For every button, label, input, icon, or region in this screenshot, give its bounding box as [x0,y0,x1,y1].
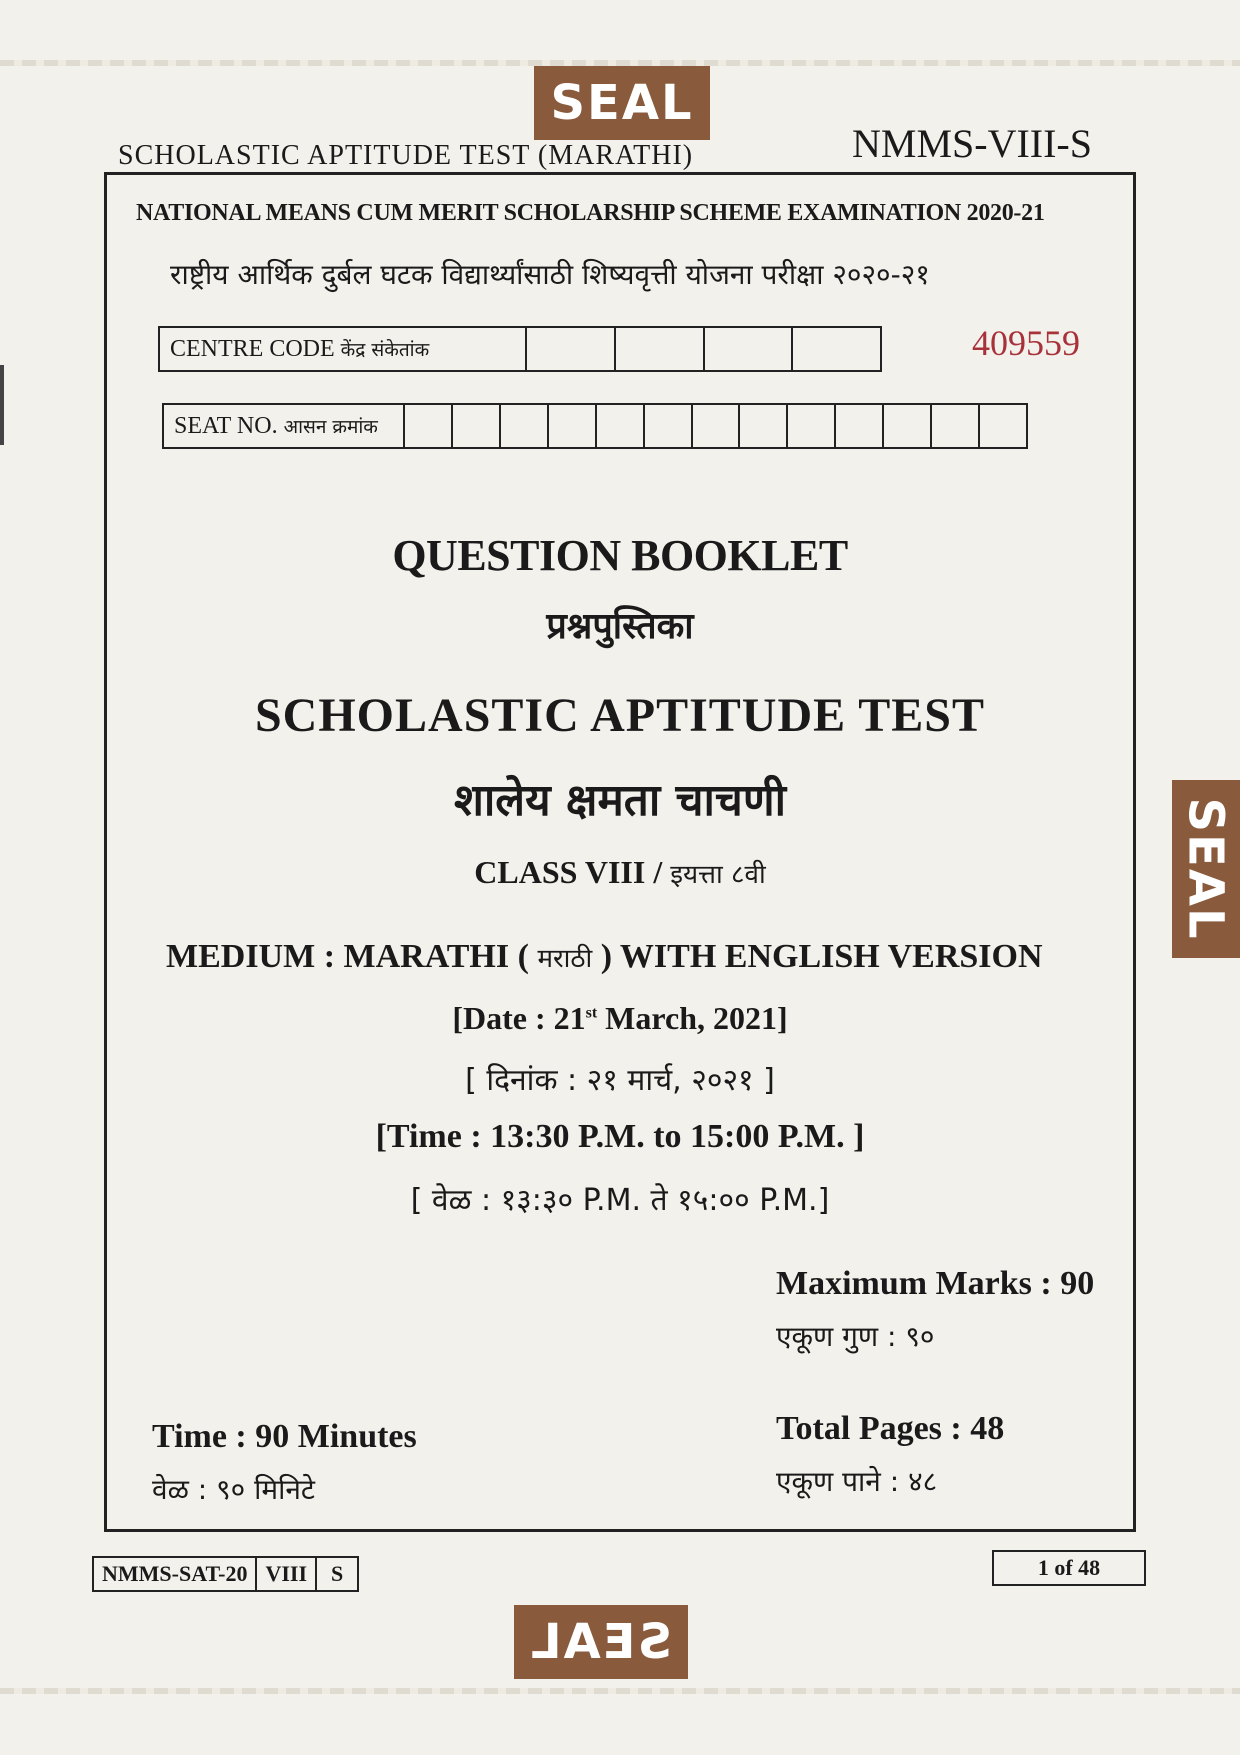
booklet-title-english: QUESTION BOOKLET [392,531,848,580]
test-title-english: SCHOLASTIC APTITUDE TEST [254,689,986,742]
seat-number-cell[interactable] [980,405,1026,447]
seat-number-cell[interactable] [405,405,453,447]
footer-paper-code: NMMS-SAT-20 VIII S [92,1556,359,1592]
seat-number-cell[interactable] [501,405,549,447]
seal-stamp-bottom: SEAL [514,1605,688,1679]
maximum-marks: Maximum Marks : 90 एकूण गुण : ९० [776,1265,1095,1353]
medium-line: MEDIUM : MARATHI ( मराठी ) WITH ENGLISH VERSION [166,938,1043,975]
seat-number-label: SEAT NO. आसन क्रमांक [164,405,405,447]
test-title-marathi: शालेय क्षमता चाचणी [453,775,787,826]
page-edge-bottom [0,1688,1240,1694]
seal-stamp-top: SEAL [534,66,710,140]
binding-mark [0,365,4,445]
test-name-header: SCHOLASTIC APTITUDE TEST (MARATHI) [118,140,694,171]
serial-number: 409559 [972,323,1080,363]
centre-code-cell[interactable] [527,328,616,370]
centre-code-cell[interactable] [616,328,705,370]
paper-code-header: NMMS-VIII-S [852,121,1092,166]
seat-number-cell[interactable] [597,405,645,447]
centre-code-label: CENTRE CODE केंद्र संकेतांक [160,328,527,370]
exam-title-marathi: राष्ट्रीय आर्थिक दुर्बल घटक विद्यार्थ्यांसाठी शिष्यवृत्ती योजना परीक्षा २०२०-२१ [170,258,930,291]
seat-number-cell[interactable] [932,405,980,447]
exam-title-english: NATIONAL MEANS CUM MERIT SCHOLARSHIP SCHEME EXAMINATION 2020-21 [136,200,1045,226]
seat-number-cell[interactable] [453,405,501,447]
exam-duration: Time : 90 Minutes वेळ : ९० मिनिटे [152,1418,417,1506]
class-line: CLASS VIII / इयत्ता ८वी [474,854,766,890]
page-number: 1 of 48 [992,1550,1146,1586]
exam-date-marathi: [ दिनांक : २१ मार्च, २०२१ ] [465,1063,775,1098]
seat-number-cell[interactable] [836,405,884,447]
total-pages: Total Pages : 48 एकूण पाने : ४८ [776,1410,1005,1498]
centre-code-cell[interactable] [793,328,880,370]
seat-number-box [162,403,1028,449]
seat-number-cell[interactable] [645,405,693,447]
exam-time-marathi: [ वेळ : १३:३० P.M. ते १५:०० P.M.] [410,1183,830,1218]
seat-number-cell[interactable] [788,405,836,447]
seat-number-cell[interactable] [884,405,932,447]
seal-stamp-side: SEAL [1172,780,1240,958]
booklet-title-marathi: प्रश्नपुस्तिका [546,606,694,647]
centre-code-cell[interactable] [705,328,794,370]
exam-date-english: [Date : 21st March, 2021] [452,1000,788,1036]
seat-number-cell[interactable] [693,405,741,447]
exam-time-english: [Time : 13:30 P.M. to 15:00 P.M. ] [375,1118,865,1155]
seat-number-cell[interactable] [740,405,788,447]
seat-number-cell[interactable] [549,405,597,447]
centre-code-box [158,326,882,372]
